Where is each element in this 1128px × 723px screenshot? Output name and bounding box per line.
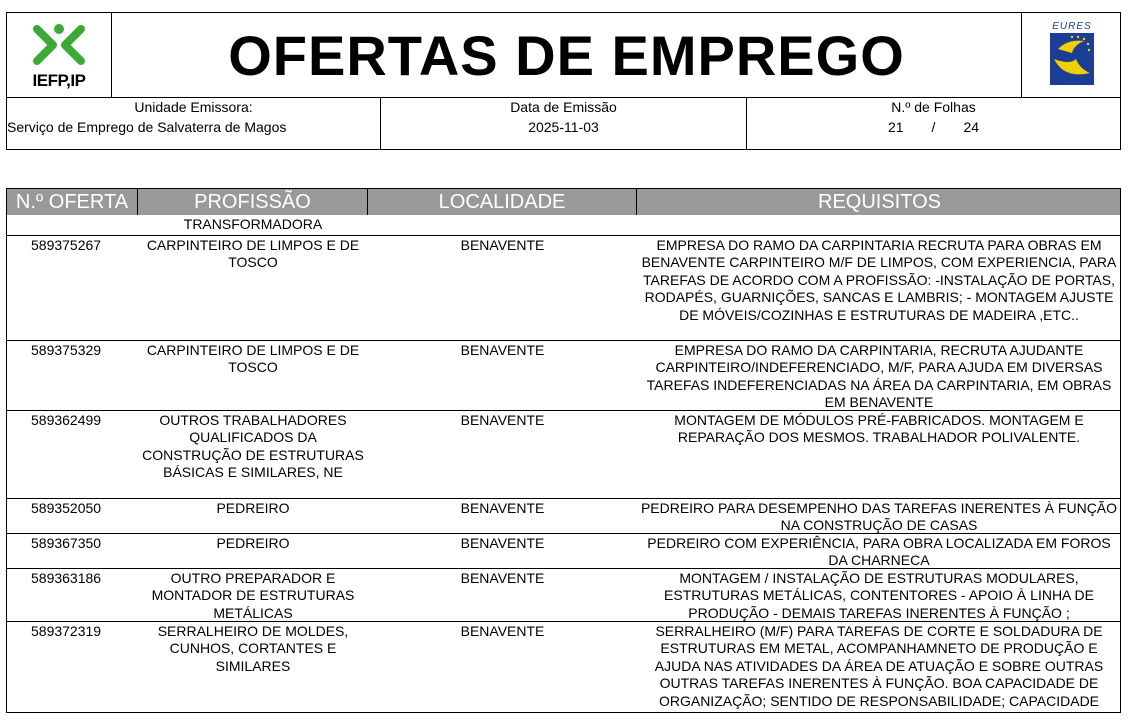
- col-header-profissao: PROFISSÃO: [138, 189, 368, 215]
- data-emissao-value: 2025-11-03: [528, 119, 599, 135]
- iefp-logo-text: IEFP,IP: [32, 71, 86, 90]
- data-emissao: [381, 97, 747, 149]
- cell-localidade: BENAVENTE: [460, 500, 545, 516]
- cell-localidade: BENAVENTE: [460, 342, 545, 358]
- eures-logo-text: EURES: [1052, 21, 1092, 32]
- offers-table: [6, 188, 1121, 713]
- table-header: [7, 189, 1120, 215]
- cell-oferta: 589352050: [31, 500, 102, 516]
- cell-requisitos: PEDREIRO COM EXPERIÊNCIA, PARA OBRA LOCALIZADA EM FOROS DA CHARNECA: [647, 535, 1111, 569]
- cell-requisitos: MONTAGEM / INSTALAÇÃO DE ESTRUTURAS MODULARES, ESTRUTURAS METÁLICAS, CONTENTORES - APOIO À LINHA DE PRODUÇÃO - DEMAIS TAREFAS INERENTES À FUNÇÃO ;: [664, 570, 1094, 621]
- eures-logo-icon: [1044, 19, 1100, 89]
- cell-profissao: PEDREIRO: [216, 535, 290, 551]
- unidade-emissora-label: Unidade Emissora:: [134, 99, 253, 115]
- cell-profissao: OUTROS TRABALHADORES QUALIFICADOS DA CONSTRUÇÃO DE ESTRUTURAS BÁSICAS E SIMILARES, NE: [142, 412, 364, 481]
- cell-localidade: BENAVENTE: [460, 237, 545, 253]
- cell-oferta: 589367350: [31, 535, 102, 551]
- numero-folhas: [747, 97, 1120, 149]
- cell-profissao: PEDREIRO: [216, 500, 290, 516]
- page-title: OFERTAS DE EMPREGO: [228, 24, 905, 87]
- cell-localidade: BENAVENTE: [460, 570, 545, 586]
- cell-profissao: CARPINTEIRO DE LIMPOS E DE TOSCO: [146, 237, 360, 271]
- cell-requisitos: PEDREIRO PARA DESEMPENHO DAS TAREFAS INERENTES À FUNÇÃO NA CONSTRUÇÃO DE CASAS: [640, 500, 1118, 534]
- unidade-emissora: [7, 97, 381, 149]
- cell-profissao: SERRALHEIRO DE MOLDES, CUNHOS, CORTANTES E SIMILARES: [157, 623, 349, 674]
- iefp-logo-icon: [29, 21, 89, 69]
- cell-oferta: 589375267: [31, 237, 102, 253]
- cell-oferta: 589362499: [31, 412, 102, 428]
- cell-localidade: BENAVENTE: [460, 623, 545, 639]
- cell-requisitos: MONTAGEM DE MÓDULOS PRÉ-FABRICADOS. MONTAGEM E REPARAÇÃO DOS MESMOS. TRABALHADOR POLIVALENTE.: [674, 412, 1084, 446]
- table-row: [7, 569, 1120, 622]
- col-header-localidade: LOCALIDADE: [368, 189, 637, 215]
- table-row: [7, 499, 1120, 534]
- cell-profissao: OUTRO PREPARADOR E MONTADOR DE ESTRUTURAS METÁLICAS: [151, 570, 355, 621]
- cell-profissao: CARPINTEIRO DE LIMPOS E DE TOSCO: [146, 342, 360, 376]
- table-row: [7, 236, 1120, 341]
- cell-requisitos: EMPRESA DO RAMO DA CARPINTARIA, RECRUTA AJUDANTE CARPINTEIRO/INDEFERENCIADO, M/F, PARA AJUDA EM DIVERSAS TAREFAS INDEFERENCIADAS NA ÁREA DA CARPINTARIA, EM OBRAS EM BENAVENTE: [646, 342, 1112, 411]
- cell-requisitos: EMPRESA DO RAMO DA CARPINTARIA RECRUTA PARA OBRAS EM BENAVENTE CARPINTEIRO M/F DE LIMPOS, COM EXPERIENCIA, PARA TAREFAS DE ACORDO COM A PROFISSÃO: -INSTALAÇÃO DE PORTAS, RODAPÉS, GUARNIÇÕES, SANCAS E LAMBRIS; - MONTAGEM AJUSTE DE MÓVEIS/COZINHAS E ESTRUTURAS DE MADEIRA ,ETC..: [641, 237, 1117, 323]
- table-row: [7, 622, 1120, 713]
- header-info-row: [7, 97, 1120, 149]
- col-header-requisitos: REQUISITOS: [818, 191, 941, 213]
- table-row: [7, 215, 1120, 236]
- table-row: [7, 341, 1120, 411]
- table-row: [7, 411, 1120, 499]
- eures-logo: [1021, 13, 1120, 97]
- folha-atual: 21: [887, 119, 904, 135]
- unidade-emissora-value: Serviço de Emprego de Salvaterra de Magos: [7, 119, 287, 135]
- iefp-logo: [7, 13, 112, 97]
- cell-oferta: 589375329: [31, 342, 102, 358]
- document-header: [6, 12, 1121, 150]
- cell-localidade: BENAVENTE: [460, 535, 545, 551]
- numero-folhas-label: N.º de Folhas: [891, 99, 976, 115]
- table-row: [7, 534, 1120, 569]
- folha-total: 24: [963, 119, 980, 135]
- cell-requisitos: SERRALHEIRO (M/F) PARA TAREFAS DE CORTE E SOLDADURA DE ESTRUTURAS EM METAL, ACOMPANHAMNETO DE PRODUÇÃO E AJUDA NAS ATIVIDADES DA ÁREA DE ATUAÇÃO E SOBRE OUTRAS OUTRAS TAREFAS INERENTES À FUNÇÃO. BOA CAPACIDADE DE ORGANIZAÇÃO; SENTIDO DE RESPONSABILIDADE; CAPACIDADE: [654, 623, 1104, 709]
- cell-oferta: 589372319: [31, 623, 102, 639]
- cell-oferta: 589363186: [31, 570, 102, 586]
- data-emissao-label: Data de Emissão: [510, 99, 617, 115]
- cell-profissao: TRANSFORMADORA: [183, 216, 323, 232]
- numero-folhas-value: [747, 119, 1120, 135]
- cell-localidade: BENAVENTE: [460, 412, 545, 428]
- header-top-row: [7, 13, 1120, 98]
- folha-separator: /: [931, 119, 936, 135]
- col-header-oferta: N.º OFERTA: [7, 189, 138, 215]
